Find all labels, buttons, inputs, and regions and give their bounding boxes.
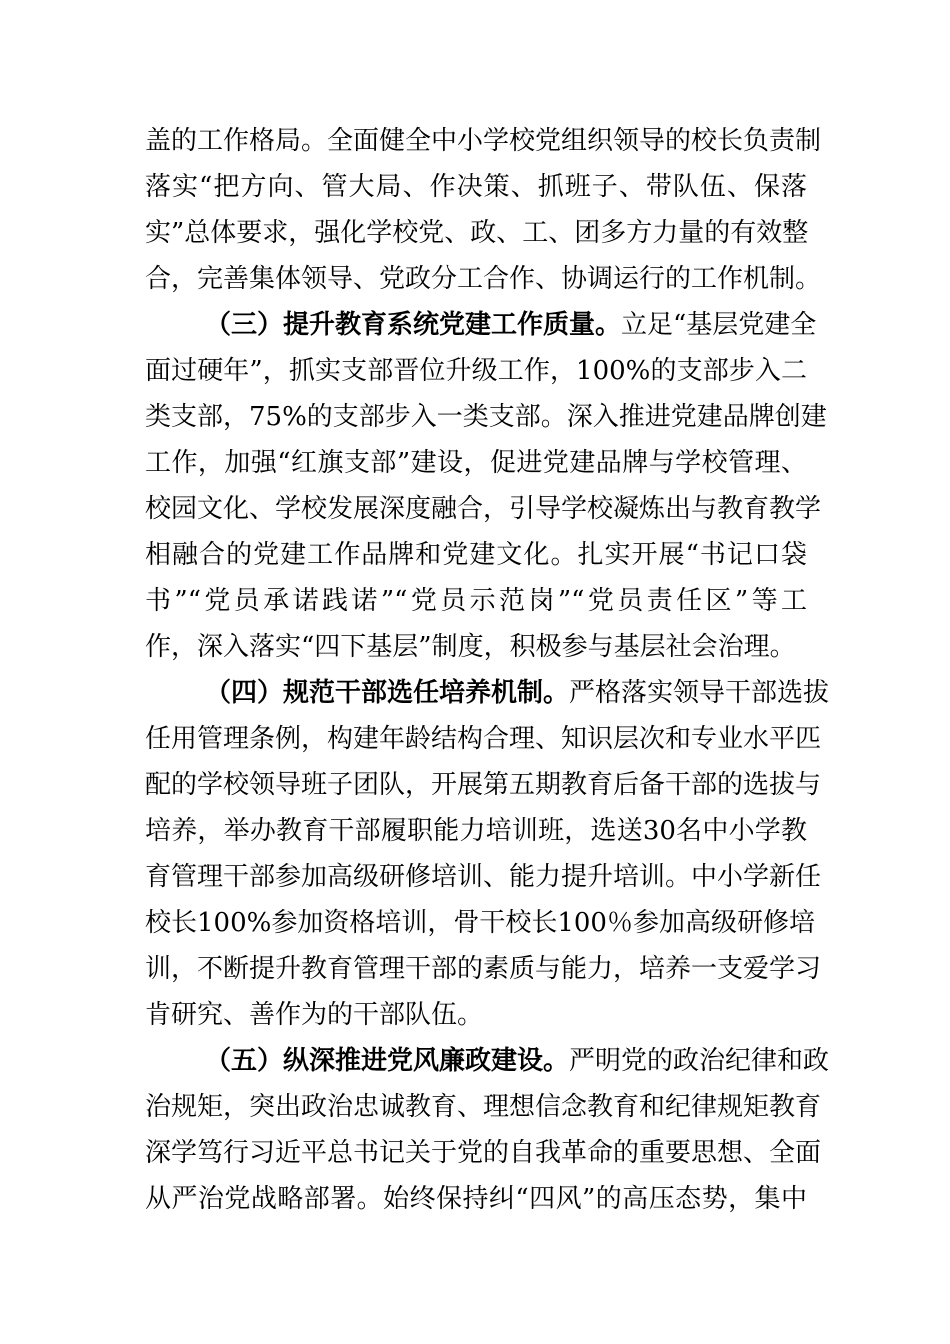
paragraph-line: 工作，加强“红旗支部”建设，促进党建品牌与学校管理、: [145, 448, 807, 478]
paragraph-line: 校长100%参加资格培训，骨干校长100％参加高级研修培: [145, 908, 815, 938]
paragraph-line: 任用管理条例，构建年龄结构合理、知识层次和专业水平匹: [145, 724, 822, 754]
paragraph-line: 落实“把方向、管大局、作决策、抓班子、带队伍、保落: [145, 172, 807, 202]
section-heading-4: （四）规范干部选任培养机制。: [205, 678, 570, 708]
paragraph-first-line: [205, 1038, 830, 1084]
paragraph-line: 校园文化、学校发展深度融合，引导学校凝炼出与教育教学: [145, 494, 822, 524]
paragraph-line: 从严治党战略部署。始终保持纠“四风”的高压态势，集中: [145, 1184, 807, 1214]
paragraph-line: 面过硬年”，抓实支部晋位升级工作，100%的支部步入二: [145, 356, 807, 386]
paragraph-line: 合，完善集体领导、党政分工合作、协调运行的工作机制。: [145, 264, 822, 294]
paragraph-line: 培养，举办教育干部履职能力培训班，选送30名中小学教: [145, 816, 807, 846]
paragraph-line: 治规矩，突出政治忠诚教育、理想信念教育和纪律规矩教育: [145, 1092, 822, 1122]
paragraph-first-line: [205, 302, 817, 348]
paragraph-line: 实”总体要求，强化学校党、政、工、团多方力量的有效整: [145, 218, 809, 248]
section-heading-5: （五）纵深推进党风廉政建设。: [205, 1046, 570, 1076]
paragraph-line: 肯研究、善作为的干部队伍。: [145, 1000, 484, 1030]
paragraph-first-line: [205, 670, 830, 716]
paragraph-text: 严明党的政治纪律和政: [569, 1046, 830, 1076]
section-heading-3: （三）提升教育系统党建工作质量。: [205, 310, 622, 340]
paragraph-line: 书”“党员承诺践诺”“党员示范岗”“党员责任区”等工: [145, 586, 807, 616]
paragraph-line: 盖的工作格局。全面健全中小学校党组织领导的校长负责制: [145, 126, 822, 156]
paragraph-line: 训，不断提升教育管理干部的素质与能力，培养一支爱学习: [145, 954, 822, 984]
paragraph-line: 相融合的党建工作品牌和党建文化。扎实开展“书记口袋: [145, 540, 807, 570]
paragraph-line: 育管理干部参加高级研修培训、能力提升培训。中小学新任: [145, 862, 822, 892]
paragraph-line: 深学笃行习近平总书记关于党的自我革命的重要思想、全面: [145, 1138, 822, 1168]
paragraph-text: 立足“基层党建全: [621, 310, 817, 340]
paragraph-line: 配的学校领导班子团队，开展第五期教育后备干部的选拔与: [145, 770, 822, 800]
paragraph-line: 类支部，75%的支部步入一类支部。深入推进党建品牌创建: [145, 402, 827, 432]
paragraph-line: 作，深入落实“四下基层”制度，积极参与基层社会治理。: [145, 632, 796, 662]
paragraph-text: 严格落实领导干部选拔: [569, 678, 830, 708]
